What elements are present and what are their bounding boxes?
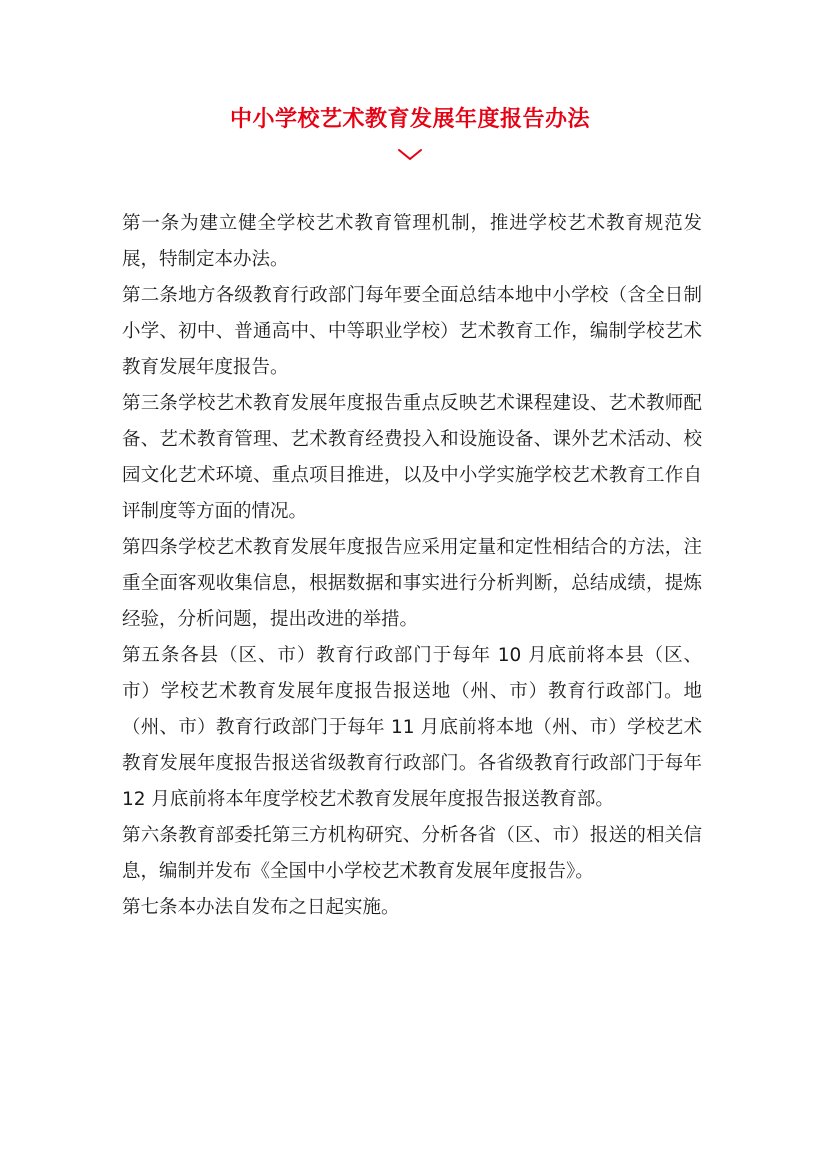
article-1: 第一条为建立健全学校艺术教育管理机制，推进学校艺术教育规范发展，特制定本办法。	[122, 213, 702, 270]
document-title: 中小学校艺术教育发展年度报告办法	[229, 107, 590, 132]
article-2: 第二条地方各级教育行政部门每年要全面总结本地中小学校（含全日制小学、初中、普通高中、中等职业学校）艺术教育工作，编制学校艺术教育发展年度报告。	[122, 285, 702, 378]
document-body	[122, 206, 702, 926]
article-7: 第七条本办法自发布之日起实施。	[122, 897, 400, 918]
article-3: 第三条学校艺术教育发展年度报告重点反映艺术课程建设、艺术教师配备、艺术教育管理、艺术教育经费投入和设施设备、课外艺术活动、校园文化艺术环境、重点项目推进，以及中小学实施学校艺术教育工作自评制度等方面的情况。	[122, 393, 702, 522]
article-4: 第四条学校艺术教育发展年度报告应采用定量和定性相结合的方法，注重全面客观收集信息，根据数据和事实进行分析判断，总结成绩，提炼经验，分析问题，提出改进的举措。	[122, 537, 702, 630]
article-6: 第六条教育部委托第三方机构研究、分析各省（区、市）报送的相关信息，编制并发布《全国中小学校艺术教育发展年度报告》。	[122, 825, 702, 882]
article-5: 第五条各县（区、市）教育行政部门于每年 10 月底前将本县（区、市）学校艺术教育发展年度报告报送地（州、市）教育行政部门。地（州、市）教育行政部门于每年 11 月底前将本地（州、市）学校艺术教育发展年度报告报送省级教育行政部门。各省级教育行政部门于每年 12 月底前将本年度学校艺术教育发展年度报告报送教育部。	[122, 645, 702, 810]
chevron-down-icon	[397, 148, 423, 162]
